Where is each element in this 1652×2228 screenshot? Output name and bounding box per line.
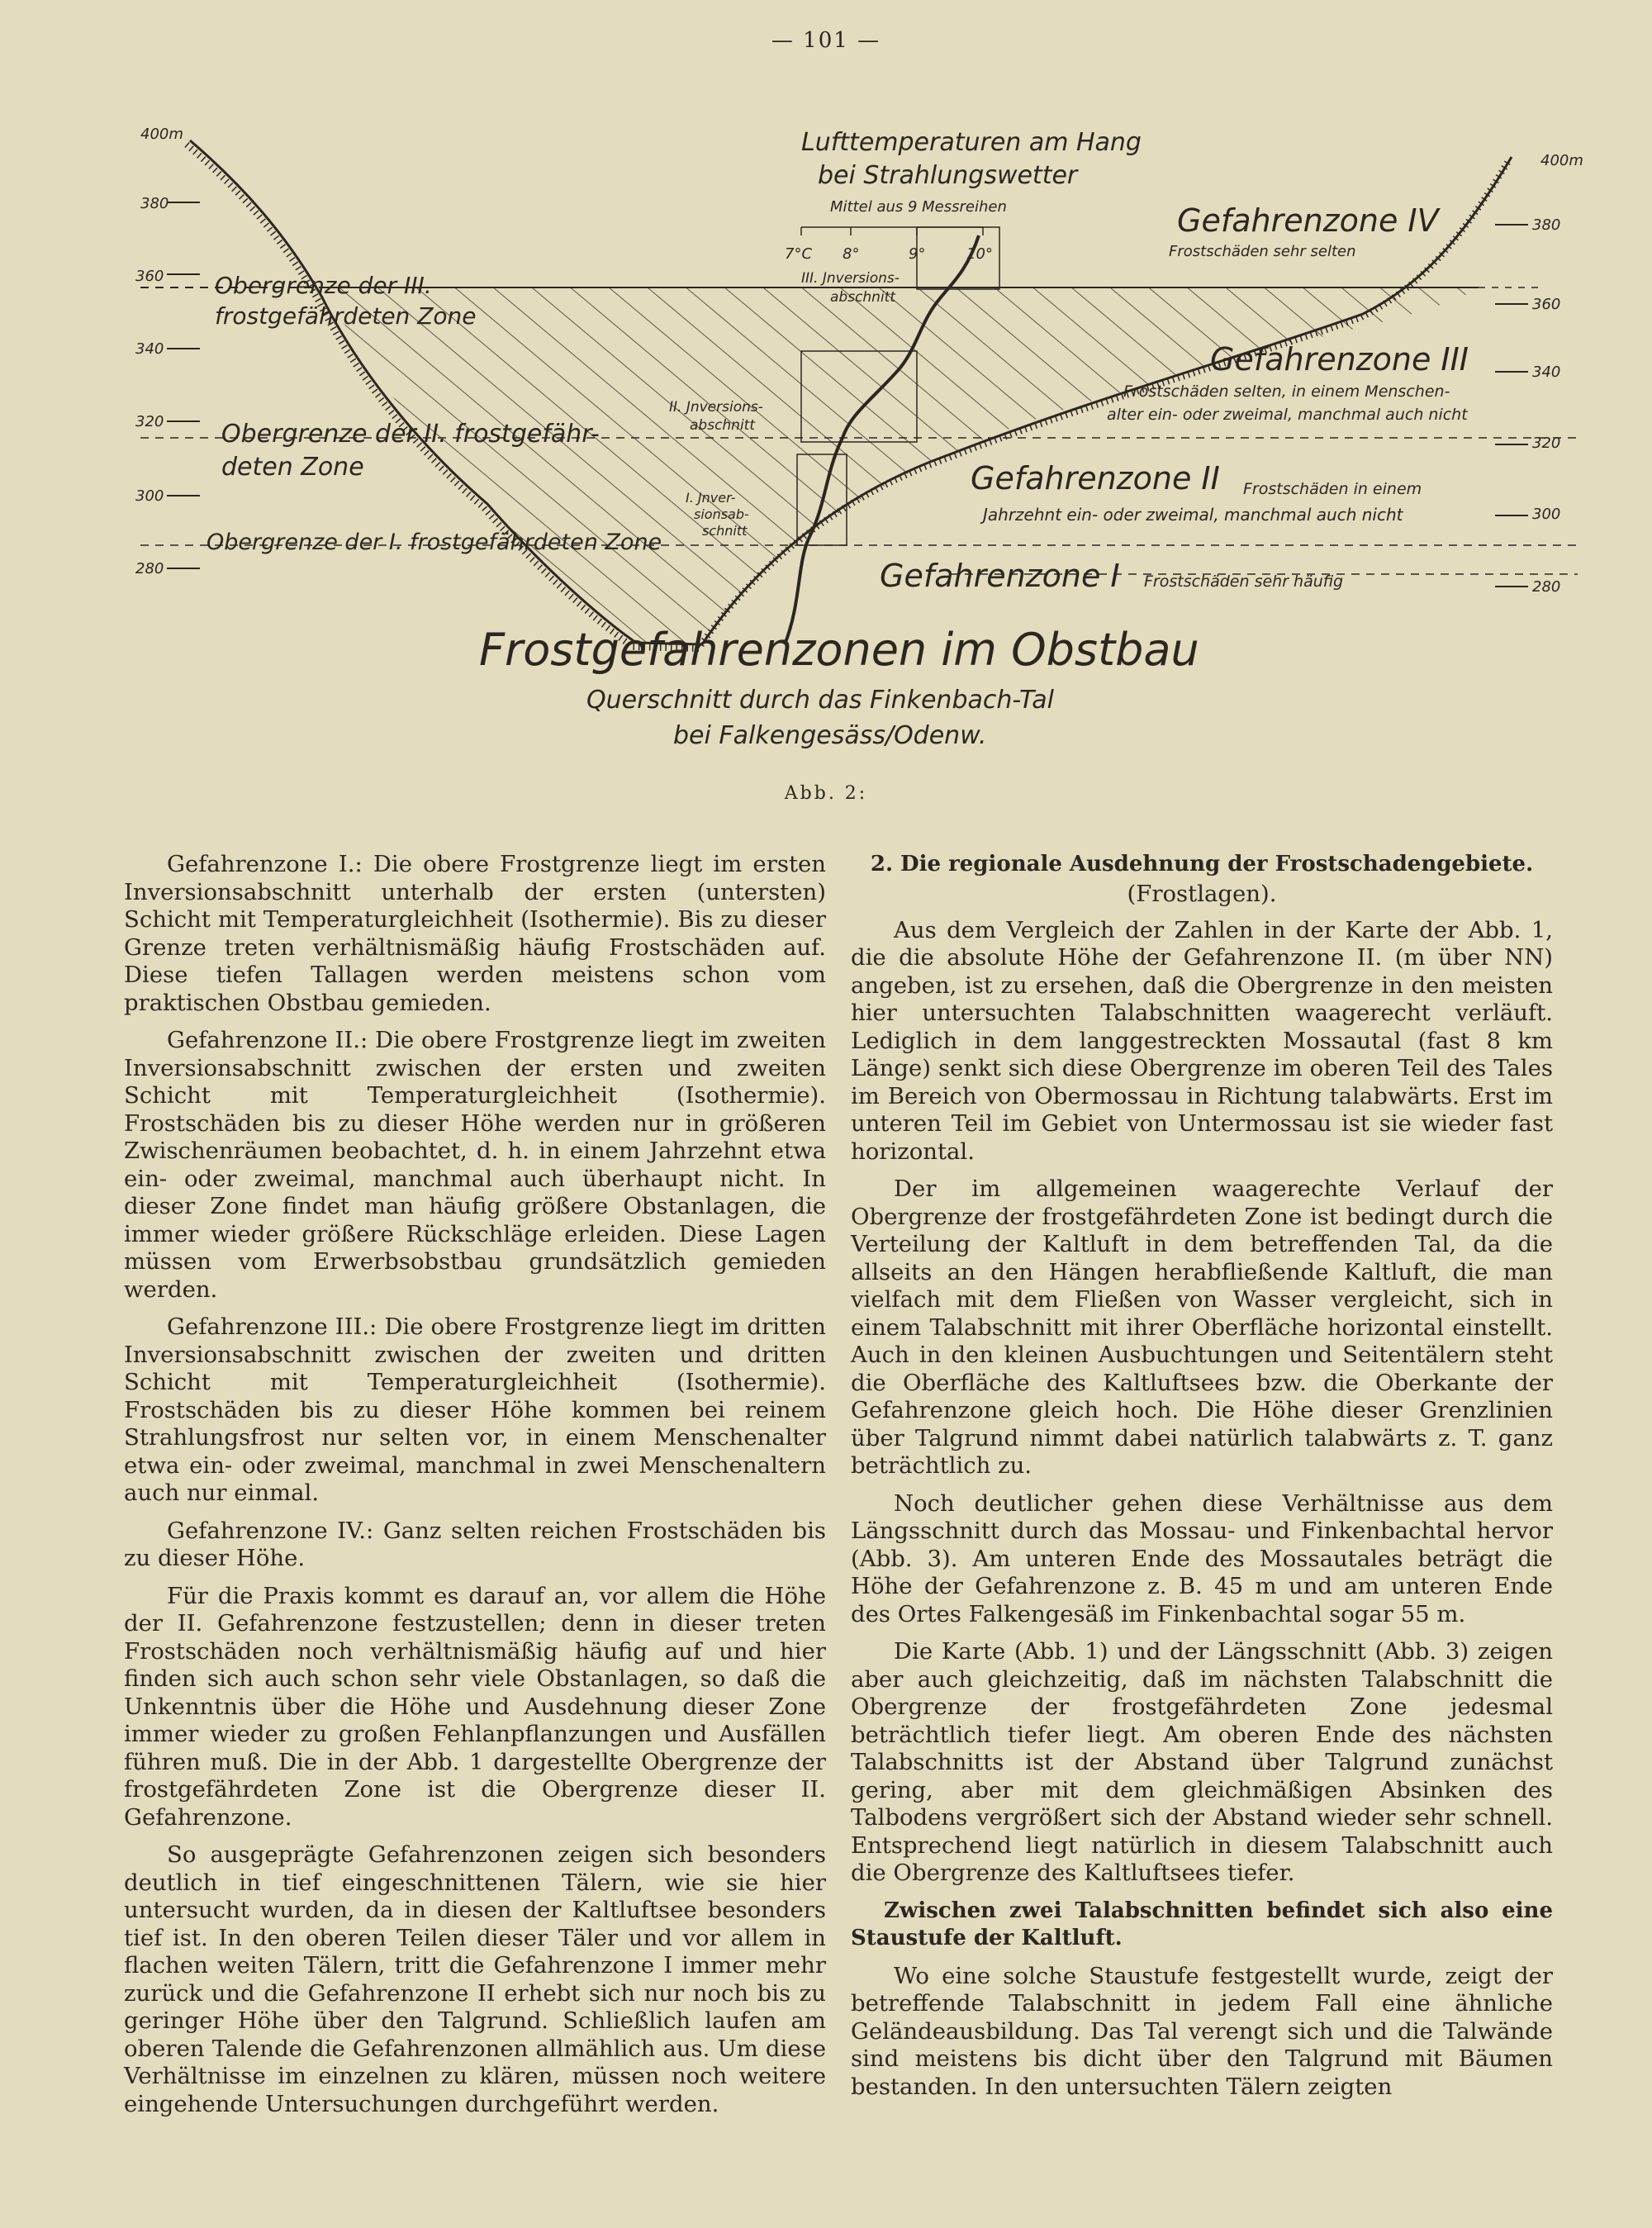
paragraph: Gefahrenzone III.: Die obere Frostgrenze liegt im dritten Inversionsabschnitt zwischen der zweiten und dritten Schicht mit Temperaturgleichheit (Isothermie). Frostschäden bis zu dieser Höhe kommen bei reinem Strahlungsfrost nur selten vor, in einem Menschenalter etwa ein- oder zweimal, manchmal in zwei Menschenaltern auch nur einmal.: [124, 1314, 826, 1506]
svg-text:Frostschäden sehr selten: Frostschäden sehr selten: [1169, 243, 1356, 260]
paragraph: Gefahrenzone IV.: Ganz selten reichen Frostschäden bis zu dieser Höhe.: [124, 1517, 826, 1571]
svg-text:Jahrzehnt ein- oder zweimal, m: Jahrzehnt ein- oder zweimal, manchmal auch nicht: [983, 505, 1403, 525]
left-column: [124, 851, 826, 2128]
zone-iv-title: Gefahrenzone IV: [1177, 202, 1439, 239]
svg-text:I. Jnver-: I. Jnver-: [686, 490, 736, 506]
svg-text:360: 360: [1532, 296, 1561, 313]
svg-text:frostgefährdeten Zone: frostgefährdeten Zone: [215, 302, 477, 330]
frost-zone-diagram: [124, 107, 1583, 851]
svg-text:Mittel aus 9 Messreihen: Mittel aus 9 Messreihen: [830, 198, 1007, 216]
paragraph: Der im allgemeinen waagerechte Verlauf der Obergrenze der frostgefährdeten Zone ist bedingt durch die Verteilung der Kaltluft in dem betreffenden Tal, da die allseits an den Hängen herabfließende Kaltluft, die man vielfach mit dem Fließen von Wasser vergleicht, sich in einem Talabschnitt mit ihrer Oberfläche horizontal einstellt. Auch in den kleinen Ausbuchtungen und Seitentälern steht die Oberfläche des Kaltluftsees bzw. die Oberkante der Gefahrenzone gleich hoch. Die Höhe dieser Grenzlinien über Talgrund nimmt dabei natürlich talabwärts z. T. ganz beträchtlich zu.: [851, 1176, 1553, 1479]
svg-text:9°: 9°: [909, 245, 926, 263]
paragraph: So ausgeprägte Gefahrenzonen zeigen sich besonders deutlich in tief eingeschnittenen Tälern, wie sie hier untersucht wurden, da in diesen der Kaltluftsee besonders tief ist. In den oberen Teilen dieser Täler und vor allem in flachen weiten Tälern, tritt die Gefahrenzone I immer mehr zurück und die Gefahrenzone II erhebt sich nur noch bis zu geringer Höhe über den Talgrund. Schließlich laufen am oberen Talende die Gefahrenzonen allmählich aus. Um diese Verhältnisse im einzelnen zu klären, müssen noch weitere eingehende Untersuchungen durchgeführt werden.: [124, 1841, 826, 2117]
section-heading: 2. Die regionale Ausdehnung der Frostschadengebiete.: [870, 852, 1534, 876]
limit-one-label: Obergrenze der I. frostgefährdeten Zone: [206, 530, 662, 555]
paragraph: Noch deutlicher gehen diese Verhältnisse aus dem Längsschnitt durch das Mossau- und Finkenbachtal hervor (Abb. 3). Am unteren Ende des Mossautales beträgt die Höhe der Gefahrenzone z. B. 45 m und am unteren Ende des Ortes Falkengesäß im Finkenbachtal sogar 55 m.: [851, 1489, 1553, 1627]
section-subheading: (Frostlagen).: [1127, 881, 1277, 907]
paragraph: Wo eine solche Staustufe festgestellt wurde, zeigt der betreffende Talabschnitt in jedem Fall eine ähnliche Geländeausbildung. Das Tal verengt sich und die Talwände sind meistens bis dicht über den Talgrund mit Bäumen bestanden. In den untersuchten Tälern zeigten: [851, 1962, 1553, 2100]
figure-main-title: Frostgefahrenzonen im Obstbau: [479, 624, 1199, 676]
left-axis-400: 400m: [140, 126, 183, 143]
zone-ii-title: Gefahrenzone II: [971, 460, 1220, 496]
svg-text:10°: 10°: [966, 245, 993, 263]
page-number: — 101 —: [771, 28, 881, 53]
paragraph: Die Karte (Abb. 1) und der Längsschnitt (Abb. 3) zeigen aber auch gleichzeitig, daß im nächsten Talabschnitt die Obergrenze der frostgefährdeten Zone jedesmal beträchtlich tiefer liegt. Am oberen Ende des nächsten Talabschnitts ist der Abstand über Talgrund zunächst gering, aber mit dem gleichmäßigen Absinken des Talbodens vergrößert sich der Abstand wieder sehr schnell. Entsprechend liegt natürlich in diesem Talabschnitt auch die Obergrenze des Kaltluftsees tiefer.: [851, 1638, 1553, 1886]
profile-title: Lufttemperaturen am Hang: [801, 128, 1142, 157]
svg-text:bei Strahlungswetter: bei Strahlungswetter: [818, 161, 1078, 190]
paragraph: Gefahrenzone I.: Die obere Frostgrenze liegt im ersten Inversionsabschnitt unterhalb der ersten (untersten) Schicht mit Temperaturgleichheit (Isothermie). Bis zu dieser Grenze treten verhältnismäßig häufig Frostschäden auf. Diese tiefen Tallagen werden meistens schon vom praktischen Obstbau gemieden.: [124, 851, 826, 1016]
svg-text:abschnitt: abschnitt: [690, 417, 756, 434]
svg-text:380: 380: [140, 195, 169, 212]
svg-text:400m: 400m: [1540, 152, 1583, 169]
svg-text:Frostschäden selten, in einem: Frostschäden selten, in einem Menschen-: [1123, 382, 1450, 401]
svg-text:8°: 8°: [843, 245, 860, 263]
svg-text:II. Jnversions-: II. Jnversions-: [669, 399, 763, 416]
svg-text:280: 280: [135, 560, 164, 577]
svg-text:alter ein- oder zweimal, manch: alter ein- oder zweimal, manchmal auch nicht: [1107, 406, 1468, 424]
svg-text:300: 300: [135, 487, 164, 505]
paragraph: Aus dem Vergleich der Zahlen in der Karte der Abb. 1, die die absolute Höhe der Gefahrenzone II. (m über NN) angeben, ist zu ersehen, daß die Obergrenze in den meisten hier untersuchten Talabschnitten waagerecht verläuft. Lediglich in dem langgestreckten Mossautal (fast 8 km Länge) senkt sich diese Obergrenze im oberen Teil des Tales im Bereich von Obermossau in Richtung talabwärts. Erst im unteren Teil im Gebiet von Untermossau ist sie wieder fast horizontal.: [851, 916, 1553, 1165]
svg-text:7°C: 7°C: [785, 245, 813, 263]
left-altitude-axis: [167, 202, 200, 568]
svg-text:360: 360: [135, 268, 164, 285]
svg-text:Frostschäden sehr häufig: Frostschäden sehr häufig: [1144, 572, 1344, 591]
zone-i-title: Gefahrenzone I: [880, 558, 1120, 594]
limit-two-label: Obergrenze der II. frostgefähr-: [221, 420, 600, 449]
svg-text:III. Jnversions-: III. Jnversions-: [801, 270, 900, 287]
svg-text:abschnitt: abschnitt: [830, 289, 896, 306]
svg-text:deten Zone: deten Zone: [221, 453, 364, 482]
figure-subtitle: Querschnitt durch das Finkenbach-Tal: [586, 686, 1054, 715]
svg-text:320: 320: [135, 413, 164, 430]
figure-caption: Abb. 2:: [784, 783, 868, 804]
paragraph: Gefahrenzone II.: Die obere Frostgrenze liegt im zweiten Inversionsabschnitt zwischen der ersten und zweiten Schicht mit Temperaturgleichheit (Isothermie). Frostschäden bis zu dieser Höhe werden nur in größeren Zwischenräumen beobachtet, d. h. in einem Jahrzehnt etwa ein- oder zweimal, manchmal auch überhaupt nicht. In dieser Zone findet man häufig größere Obstanlagen, die immer wieder größere Rückschläge erleiden. Diese Lagen müssen vom Erwerbsobstbau grundsätzlich gemieden werden.: [124, 1027, 826, 1303]
limit-three-label: Obergrenze der III.: [215, 272, 432, 299]
right-column: [851, 851, 1553, 2111]
svg-text:Frostschäden in einem: Frostschäden in einem: [1243, 480, 1422, 498]
svg-text:300: 300: [1532, 506, 1561, 523]
svg-text:schnitt: schnitt: [702, 523, 748, 539]
svg-text:340: 340: [1532, 363, 1561, 381]
svg-text:320: 320: [1532, 435, 1561, 452]
bold-statement: Zwischen zwei Talabschnitten befindet sich also eine Staustufe der Kaltluft.: [851, 1898, 1553, 1950]
svg-text:380: 380: [1532, 216, 1561, 234]
svg-text:280: 280: [1532, 578, 1561, 596]
svg-text:sionsab-: sionsab-: [694, 506, 749, 522]
right-altitude-axis: [1495, 225, 1528, 587]
zone-iii-title: Gefahrenzone III: [1210, 341, 1469, 378]
paragraph: Für die Praxis kommt es darauf an, vor allem die Höhe der II. Gefahrenzone festzustellen; denn in dieser treten Frostschäden noch verhältnismäßig häufig auf und hier finden sich auch schon sehr viele Obstanlagen, so daß die Unkenntnis über die Höhe und Ausdehnung dieser Zone immer wieder zu großen Fehlanpflanzungen und Ausfällen führen muß. Die in der Abb. 1 dargestellte Obergrenze der frostgefährdeten Zone ist die Obergrenze dieser II. Gefahrenzone.: [124, 1582, 826, 1831]
svg-text:bei Falkengesäss/Odenw.: bei Falkengesäss/Odenw.: [673, 721, 987, 750]
svg-text:340: 340: [135, 340, 164, 358]
